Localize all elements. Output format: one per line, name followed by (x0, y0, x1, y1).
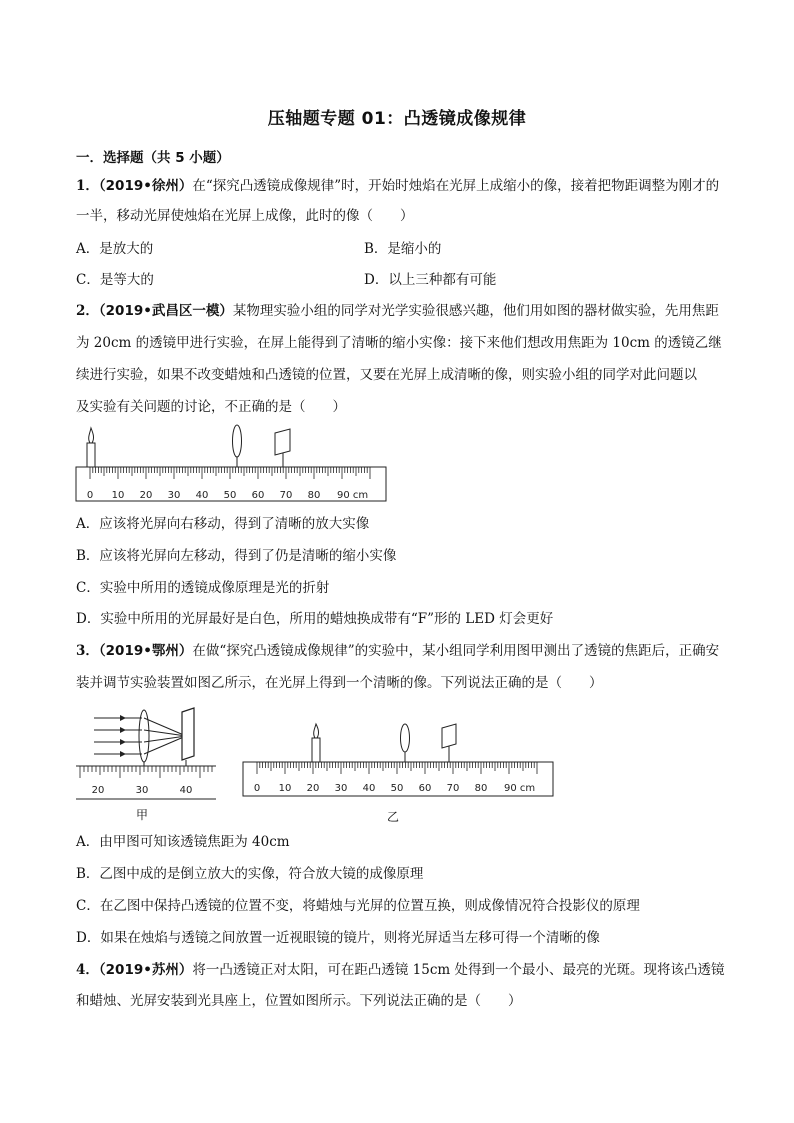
ruler-label: 30 (167, 490, 181, 501)
ruler-ticks (80, 766, 212, 778)
question-text: 续进行实验，如果不改变蜡烛和凸透镜的位置，又要在光屏上成清晰的像，则实验小组的同学对此问题以 (76, 367, 697, 383)
light-screen-icon (182, 708, 194, 766)
ruler-label: 10 (111, 490, 125, 501)
question-source: （2019•武昌区一模） (98, 303, 233, 319)
question-text: 装并调节实验装置如图乙所示，在光屏上得到一个清晰的像。下列说法正确的是（ ） (76, 675, 603, 691)
option-d: D．如果在烛焰与透镜之间放置一近视眼镜的镜片，则将光屏适当左移可得一个清晰的像 (76, 930, 600, 946)
ruler-label: 20 (139, 490, 153, 501)
option-b: B．是缩小的 (364, 241, 442, 257)
option-b: B．应该将光屏向左移动，得到了仍是清晰的缩小实像 (76, 548, 397, 564)
ruler-label: 60 (418, 783, 432, 794)
ruler-label: 0 (253, 783, 261, 794)
ruler-label: 70 (279, 490, 293, 501)
question-source: （2019•徐州） (98, 178, 193, 194)
question-text: 在“探究凸透镜成像规律”时，开始时烛焰在光屏上成缩小的像，接着把物距调整为刚才的 (192, 178, 720, 194)
ruler-label: 80 (307, 490, 321, 501)
ruler-label: 20 (306, 783, 320, 794)
question-text: 将一凸透镜正对太阳，可在距凸透镜 15cm 处得到一个最小、最亮的光斑。现将该凸透镜 (192, 962, 725, 978)
question-number: 3． (76, 643, 99, 659)
question-number: 4． (76, 962, 99, 978)
question-text: 及实验有关问题的讨论，不正确的是（ ） (76, 399, 346, 415)
ruler-label: 0 (86, 490, 94, 501)
light-screen-icon (275, 429, 290, 467)
question-text: 一半，移动光屏使烛焰在光屏上成像，此时的像（ ） (76, 208, 414, 224)
question-source: （2019•苏州） (98, 962, 193, 978)
ruler-label: 70 (446, 783, 460, 794)
convex-lens-icon (401, 724, 410, 762)
candle-icon (87, 428, 95, 467)
question-number: 1． (76, 178, 99, 194)
question-text: 某物理实验小组的同学对光学实验很感兴趣，他们用如图的器材做实验，先用焦距 (232, 303, 719, 319)
option-c: C．是等大的 (76, 272, 154, 288)
option-d: D．实验中所用的光屏最好是白色，所用的蜡烛换成带有“F”形的 LED 灯会更好 (76, 611, 554, 627)
ruler-labels (92, 785, 193, 796)
option-d: D．以上三种都有可能 (364, 272, 497, 288)
ruler-label: 50 (390, 783, 404, 794)
option-c: C．在乙图中保持凸透镜的位置不变，将蜡烛与光屏的位置互换，则成像情况符合投影仪的原理 (76, 898, 640, 914)
option-a: A．由甲图可知该透镜焦距为 40cm (76, 834, 290, 850)
question-text: 为 20cm 的透镜甲进行实验，在屏上能得到了清晰的缩小实像：接下来他们想改用焦距为 10cm 的透镜乙继 (76, 335, 722, 351)
ruler-label: 50 (223, 490, 237, 501)
figure-caption-b: 乙 (387, 810, 400, 824)
option-a: A．应该将光屏向右移动，得到了清晰的放大实像 (76, 516, 370, 532)
ruler-label: 40 (362, 783, 376, 794)
question-text: 在做“探究凸透镜成像规律”的实验中，某小组同学利用图甲测出了透镜的焦距后，正确安 (192, 643, 720, 659)
question-3 (76, 641, 719, 661)
ruler-label: 30 (334, 783, 348, 794)
ruler-label: 40 (195, 490, 209, 501)
question-source: （2019•鄂州） (98, 643, 193, 659)
optical-bench-figure (76, 425, 388, 507)
light-screen-icon (442, 724, 456, 762)
optical-bench-figure (243, 724, 555, 800)
option-b: B．乙图中成的是倒立放大的实像，符合放大镜的成像原理 (76, 866, 424, 882)
question-2 (76, 301, 719, 321)
ruler-label: 60 (251, 490, 265, 501)
ruler-label: 90 cm (337, 490, 369, 501)
option-a: A．是放大的 (76, 241, 154, 257)
question-number: 2． (76, 303, 99, 319)
question-text: 和蜡烛、光屏安装到光具座上，位置如图所示。下列说法正确的是（ ） (76, 993, 522, 1009)
question-4 (76, 960, 724, 980)
page-title: 压轴题专题 01：凸透镜成像规律 (267, 109, 527, 129)
option-c: C．实验中所用的透镜成像原理是光的折射 (76, 580, 330, 596)
question-1 (76, 176, 719, 196)
ruler-label: 40 (179, 785, 193, 796)
figure-caption-a: 甲 (136, 808, 149, 822)
ruler-label: 80 (474, 783, 488, 794)
ruler-label: 90 cm (504, 783, 536, 794)
ruler-label: 10 (278, 783, 292, 794)
section-heading: 一．选择题（共 5 小题） (76, 150, 230, 166)
ruler-label: 20 (91, 785, 105, 796)
focal-length-figure (76, 704, 218, 802)
candle-icon (312, 724, 320, 762)
ruler-label: 30 (135, 785, 149, 796)
convex-lens-icon (233, 425, 242, 467)
